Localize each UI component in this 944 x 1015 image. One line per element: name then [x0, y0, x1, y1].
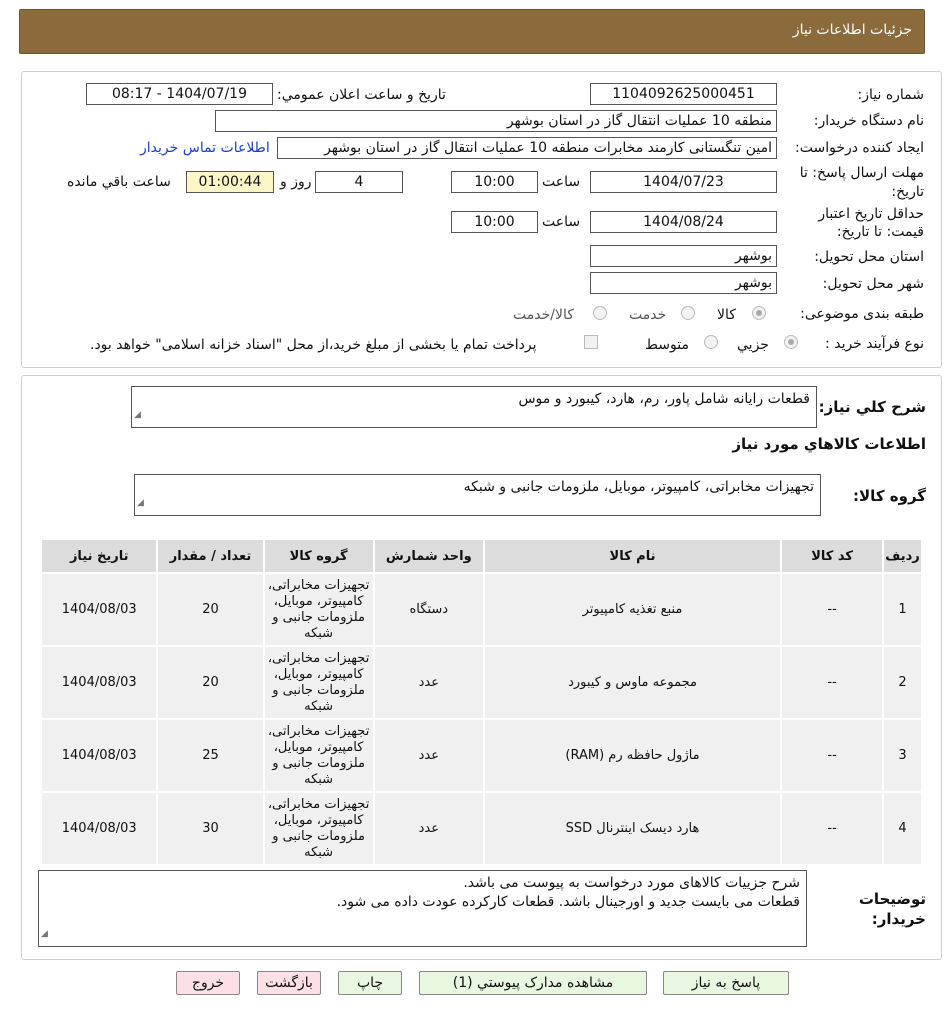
category-goods-label: کالا — [717, 307, 736, 323]
buyer-notes-line-2: قطعات می بایست جدید و اورجینال باشد. قطعات کارکرده عودت داده می شود. — [336, 894, 800, 910]
buyer-notes-line-1: شرح جزییات کالاهای مورد درخواست به پیوست می باشد. — [463, 875, 800, 891]
process-partial-label: جزیي — [737, 337, 769, 353]
deadline-time-field: 10:00 — [451, 171, 538, 193]
goods-table — [40, 538, 923, 866]
cell-unit: دستگاه — [375, 574, 483, 645]
summary-label: شرح کلي نیاز: — [818, 398, 926, 416]
cell-code: -- — [782, 647, 882, 718]
treasury-note: پرداخت تمام یا بخشی از مبلغ خرید،از محل "اسناد خزانه اسلامی" خواهد بود. — [90, 337, 537, 353]
col-header-date: تاریخ نیاز — [42, 540, 156, 572]
category-goods-radio[interactable] — [752, 306, 766, 320]
exit-button[interactable]: خروج — [176, 971, 240, 995]
need-number-field: 1104092625000451 — [590, 83, 777, 105]
resize-grip-icon[interactable]: ◢ — [137, 498, 144, 508]
col-header-index: ردیف — [884, 540, 921, 572]
cell-date: 1404/08/03 — [42, 574, 156, 645]
requester-label: ایجاد کننده درخواست: — [795, 140, 924, 156]
cell-group: تجهیزات مخابراتی، کامپیوتر، موبایل، ملزومات جانبی و شبکه — [265, 574, 373, 645]
treasury-checkbox[interactable] — [584, 335, 598, 349]
buyer-notes-label-2: خریدار: — [871, 910, 926, 928]
remaining-time-label: ساعت باقي مانده — [67, 174, 171, 190]
goods-group-textarea — [134, 474, 821, 516]
goods-group-label: گروه کالا: — [853, 487, 926, 505]
city-field: بوشهر — [590, 272, 777, 294]
buyer-contact-link[interactable]: اطلاعات تماس خریدار — [140, 140, 270, 156]
process-medium-radio[interactable] — [704, 335, 718, 349]
print-button[interactable]: چاپ — [338, 971, 402, 995]
announce-date-field: 1404/07/19 - 08:17 — [86, 83, 273, 105]
buyer-notes-label: توضیحات — [858, 890, 926, 908]
deadline-date-field: 1404/07/23 — [590, 171, 777, 193]
remaining-time-field: 01:00:44 — [186, 171, 274, 193]
cell-unit: عدد — [375, 793, 483, 864]
category-both-label: کالا/خدمت — [513, 307, 574, 323]
deadline-label-2: تاریخ: — [891, 184, 924, 200]
cell-group: تجهیزات مخابراتی، کامپیوتر، موبایل، ملزومات جانبی و شبکه — [265, 647, 373, 718]
table-row — [42, 793, 921, 864]
cell-index: 1 — [884, 574, 921, 645]
process-medium-label: متوسط — [645, 337, 689, 353]
col-header-code: کد کالا — [782, 540, 882, 572]
cell-group: تجهیزات مخابراتی، کامپیوتر، موبایل، ملزومات جانبی و شبکه — [265, 793, 373, 864]
cell-unit: عدد — [375, 720, 483, 791]
goods-info-title: اطلاعات کالاهاي مورد نیاز — [732, 435, 926, 453]
cell-qty: 30 — [158, 793, 262, 864]
announce-date-label: تاریخ و ساعت اعلان عمومي: — [277, 87, 446, 103]
validity-label: حداقل تاریخ اعتبار — [818, 206, 924, 222]
days-label: روز و — [280, 174, 312, 190]
table-row — [42, 647, 921, 718]
page-header — [19, 9, 925, 54]
cell-date: 1404/08/03 — [42, 647, 156, 718]
back-button[interactable]: بازگشت — [257, 971, 321, 995]
process-partial-radio[interactable] — [784, 335, 798, 349]
cell-index: 4 — [884, 793, 921, 864]
validity-label-2: قیمت: تا تاریخ: — [836, 224, 924, 240]
need-number-label: شماره نیاز: — [857, 87, 924, 103]
cell-group: تجهیزات مخابراتی، کامپیوتر، موبایل، ملزومات جانبی و شبکه — [265, 720, 373, 791]
page-title: جزئیات اطلاعات نیاز — [792, 22, 912, 38]
cell-name: منبع تغذیه کامپیوتر — [485, 574, 780, 645]
cell-index: 2 — [884, 647, 921, 718]
table-row — [42, 720, 921, 791]
cell-code: -- — [782, 793, 882, 864]
col-header-unit: واحد شمارش — [375, 540, 483, 572]
deadline-label: مهلت ارسال پاسخ: تا — [799, 165, 924, 181]
table-row — [42, 574, 921, 645]
resize-grip-icon[interactable]: ◢ — [41, 929, 48, 939]
requester-field: امین تنگستانی کارمند مخابرات منطقه 10 عملیات انتقال گاز در استان بوشهر — [277, 137, 777, 159]
cell-unit: عدد — [375, 647, 483, 718]
category-both-radio[interactable] — [593, 306, 607, 320]
category-service-label: خدمت — [629, 307, 667, 323]
reply-button[interactable]: پاسخ به نیاز — [663, 971, 789, 995]
validity-date-field: 1404/08/24 — [590, 211, 777, 233]
table-header-row — [42, 540, 921, 572]
validity-time-field: 10:00 — [451, 211, 538, 233]
buyer-notes-textarea — [38, 870, 807, 947]
buyer-org-label: نام دستگاه خریدار: — [813, 113, 924, 129]
view-attachments-button[interactable]: مشاهده مدارک پیوستي (1) — [419, 971, 647, 995]
province-field: بوشهر — [590, 245, 777, 267]
cell-qty: 25 — [158, 720, 262, 791]
cell-date: 1404/08/03 — [42, 720, 156, 791]
province-label: استان محل تحویل: — [814, 249, 924, 265]
deadline-time-label: ساعت — [542, 174, 581, 190]
cell-name: مجموعه ماوس و کیبورد — [485, 647, 780, 718]
col-header-qty: تعداد / مقدار — [158, 540, 262, 572]
cell-code: -- — [782, 720, 882, 791]
category-label: طبقه بندی موضوعی: — [800, 306, 924, 322]
category-service-radio[interactable] — [681, 306, 695, 320]
summary-textarea — [131, 386, 817, 428]
days-field: 4 — [315, 171, 403, 193]
buyer-org-field: منطقه 10 عملیات انتقال گاز در استان بوشهر — [215, 110, 777, 132]
cell-qty: 20 — [158, 574, 262, 645]
city-label: شهر محل تحویل: — [822, 276, 924, 292]
cell-date: 1404/08/03 — [42, 793, 156, 864]
process-label: نوع فرآیند خرید : — [825, 336, 924, 352]
cell-name: هارد دیسک اینترنال SSD — [485, 793, 780, 864]
col-header-name: نام کالا — [485, 540, 780, 572]
cell-name: ماژول حافظه رم (RAM) — [485, 720, 780, 791]
summary-text: قطعات رایانه شامل پاور، رم، هارد، کیبورد و موس — [518, 391, 810, 407]
resize-grip-icon[interactable]: ◢ — [134, 410, 141, 420]
cell-index: 3 — [884, 720, 921, 791]
cell-qty: 20 — [158, 647, 262, 718]
goods-group-text: تجهیزات مخابراتی، کامپیوتر، موبایل، ملزومات جانبی و شبکه — [463, 479, 814, 495]
cell-code: -- — [782, 574, 882, 645]
validity-time-label: ساعت — [542, 214, 581, 230]
col-header-group: گروه کالا — [265, 540, 373, 572]
